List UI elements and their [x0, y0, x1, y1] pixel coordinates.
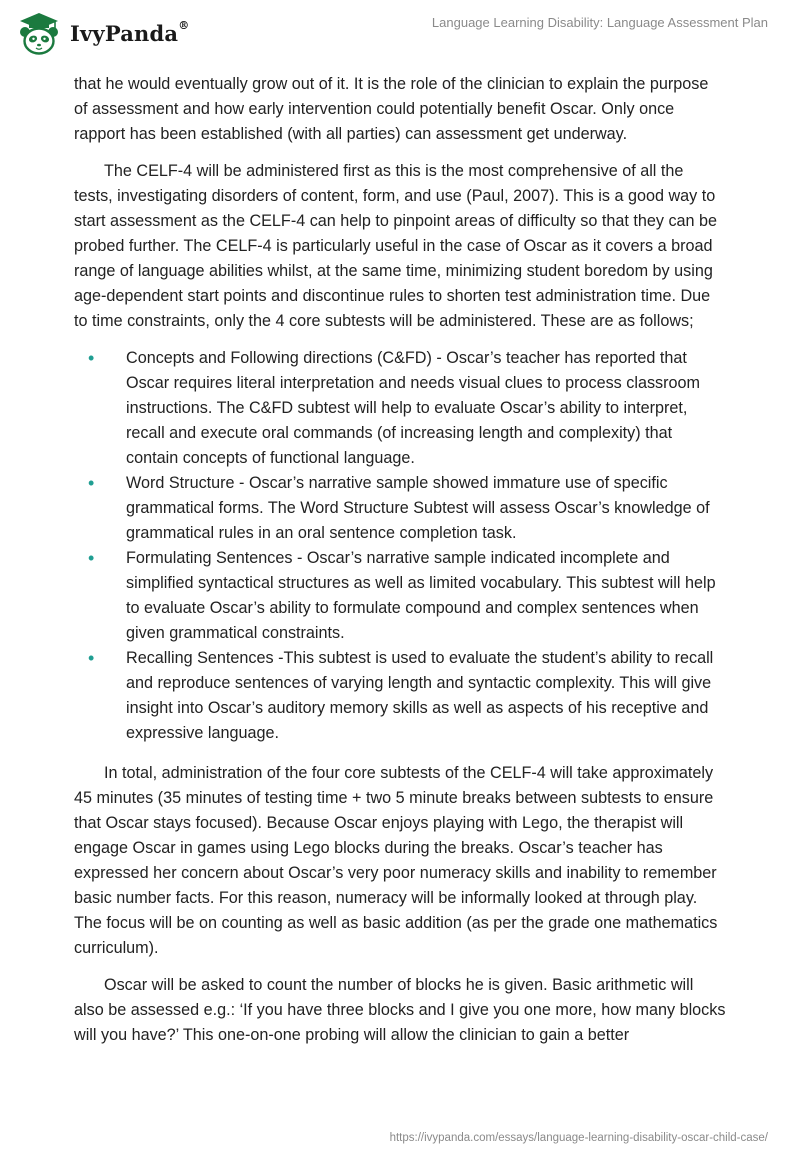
list-item-text: Word Structure - Oscar’s narrative sample showed immature use of specific grammatical forms. The Word Structure Subtest will assess Oscar’s knowledge of grammatical rules in an oral sentence completion task.	[126, 474, 710, 542]
essay-body	[74, 72, 726, 1060]
page-header	[0, 0, 800, 70]
list-item	[74, 546, 726, 646]
bullet-icon: •	[88, 473, 95, 493]
list-item	[74, 346, 726, 471]
subtest-list	[74, 346, 726, 746]
site-logo[interactable]	[14, 8, 189, 58]
paragraph-2: The CELF-4 will be administered first as this is the most comprehensive of all the tests, investigating disorders of content, form, and use (Paul, 2007). This is a good way to start assessment as the CELF-4 can help to pinpoint areas of difficulty so that they can be probed further. The CELF-4 is particularly useful in the case of Oscar as it covers a broad range of language abilities whilst, at the same time, minimizing student boredom by using age-dependent start points and discontinue rules to shorten test administration time. Due to time constraints, only the 4 core subtests will be administered. These are as follows;	[74, 162, 718, 330]
paragraph-1: that he would eventually grow out of it. It is the role of the clinician to explain the purpose of assessment and how early intervention could potentially benefit Oscar. Only once rapport has been established (with all parties) can assessment get underway.	[74, 75, 709, 143]
list-item	[74, 646, 726, 746]
panda-graduate-icon	[14, 8, 64, 58]
list-item-text: Recalling Sentences -This subtest is used to evaluate the student’s ability to recall and reproduce sentences of varying length and syntactic complexity. This will give insight into Oscar’s auditory memory skills as well as aspects of his receptive and expressive language.	[126, 649, 714, 742]
paragraph-4: Oscar will be asked to count the number of blocks he is given. Basic arithmetic will also be assessed e.g.: ‘If you have three blocks and I give you one more, how many blocks will you have?’ This one-on-one probing will allow the clinician to gain a better	[74, 976, 726, 1044]
list-item-text: Formulating Sentences - Oscar’s narrative sample indicated incomplete and simplified syntactical structures as well as limited vocabulary. This subtest will help to evaluate Oscar’s ability to formulate compound and complex sentences when given grammatical constraints.	[126, 549, 716, 642]
list-item	[74, 471, 726, 546]
list-item-text: Concepts and Following directions (C&FD) - Oscar’s teacher has reported that Oscar requires literal interpretation and needs visual clues to process classroom instructions. The C&FD subtest will help to evaluate Oscar’s ability to interpret, recall and execute oral commands (of increasing length and complexity) that contain concepts of functional language.	[126, 349, 701, 467]
source-url[interactable]: https://ivypanda.com/essays/language-learning-disability-oscar-child-case/	[389, 1132, 768, 1144]
bullet-icon: •	[88, 548, 95, 568]
logo-text: IvyPanda	[70, 20, 179, 46]
bullet-icon: •	[88, 348, 95, 368]
bullet-icon: •	[88, 648, 95, 668]
logo-wordmark	[70, 18, 190, 46]
document-title: Language Learning Disability: Language Assessment Plan	[431, 15, 768, 30]
paragraph-3: In total, administration of the four core subtests of the CELF-4 will take approximately 45 minutes (35 minutes of testing time + two 5 minute breaks between subtests to ensure that Oscar stays focused). Because Oscar enjoys playing with Lego, the therapist will engage Oscar in games using Lego blocks during the breaks. Oscar’s teacher has expressed her concern about Oscar’s very poor numeracy skills and inability to remember basic number facts. For this reason, numeracy will be informally looked at through play. The focus will be on counting as well as basic addition (as per the grade one mathematics curriculum).	[74, 764, 718, 957]
logo-registered-mark: ®	[178, 18, 190, 32]
